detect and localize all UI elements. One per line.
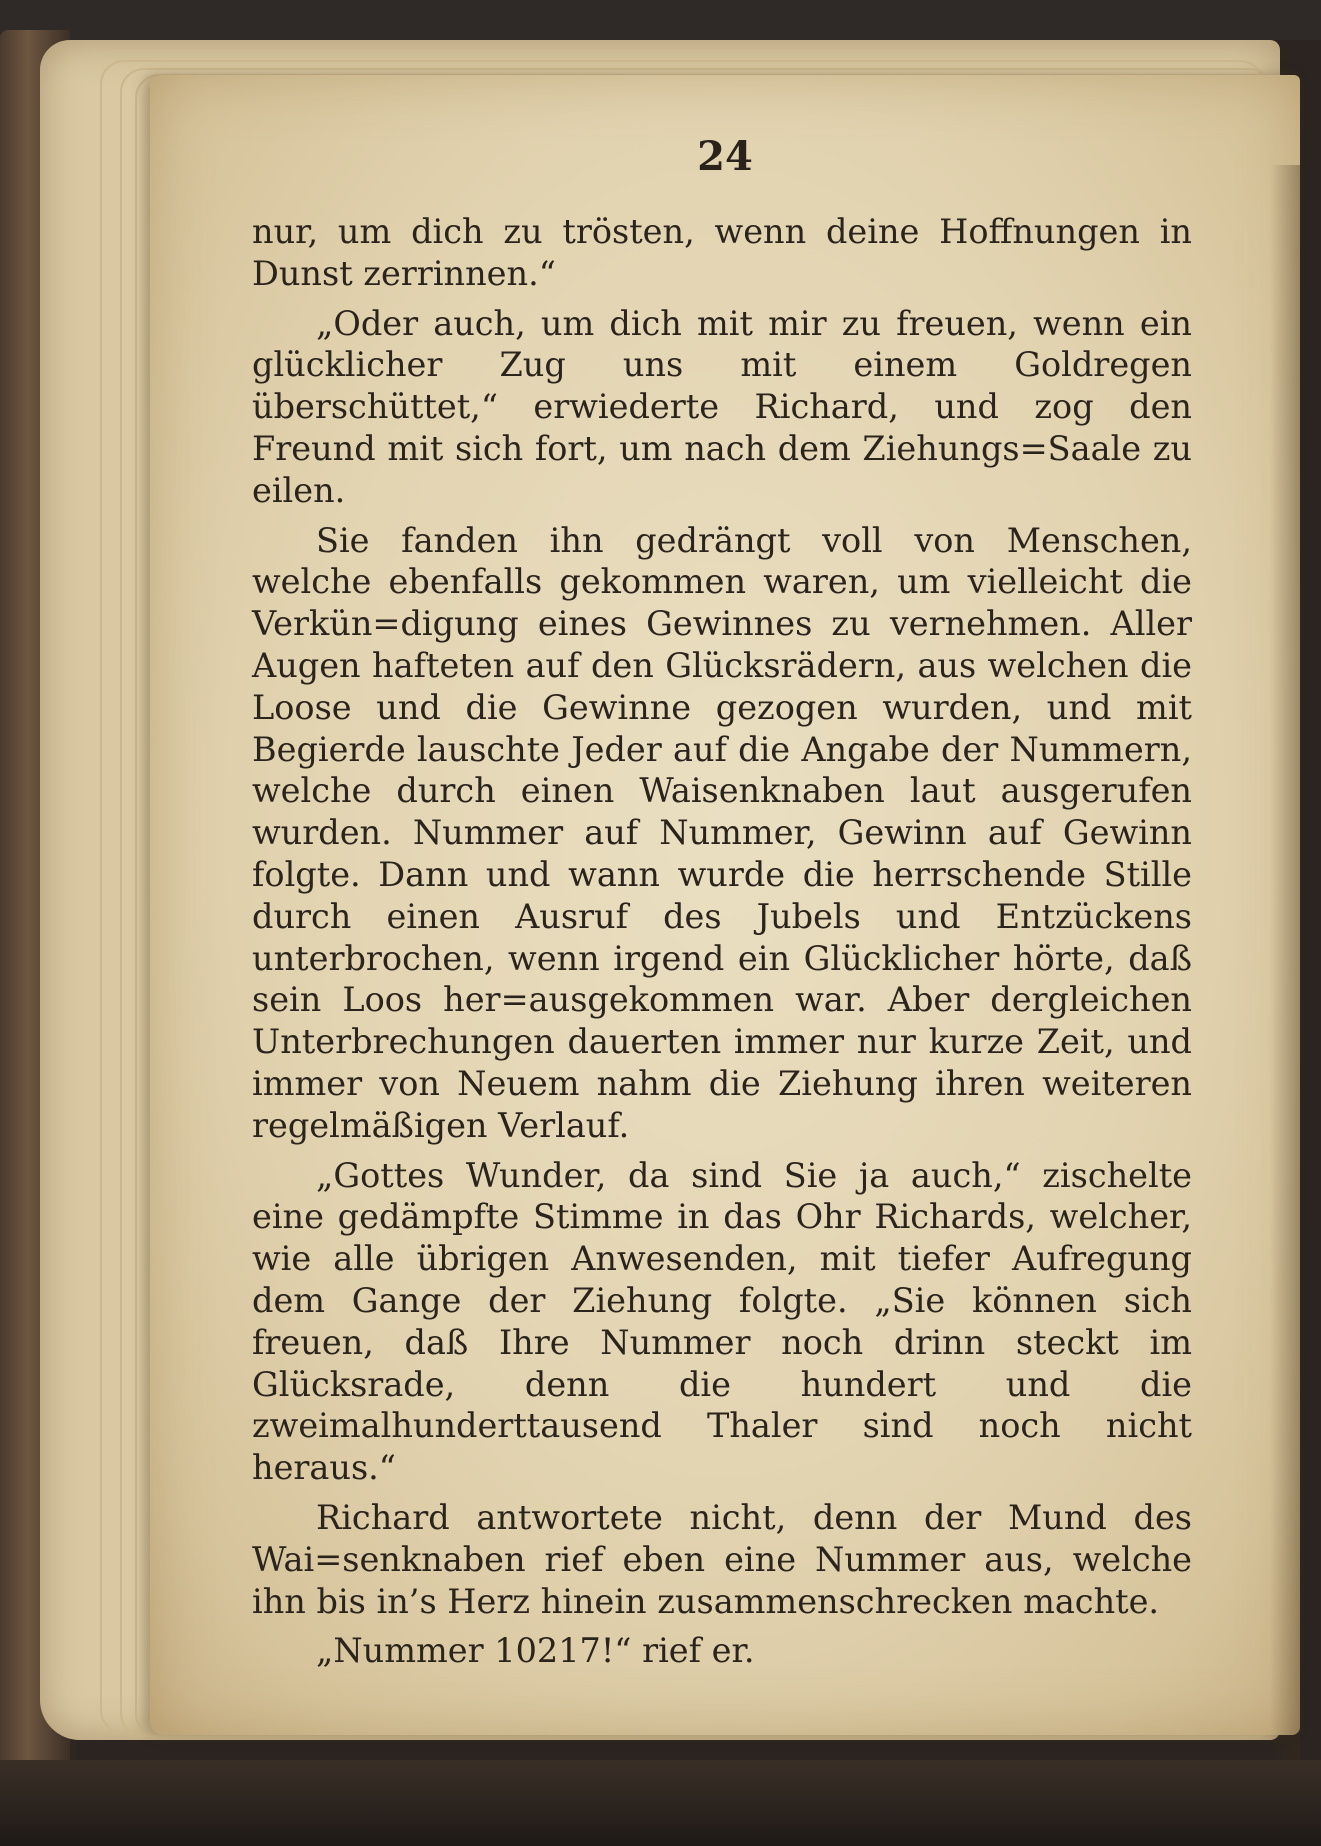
paragraph: Richard antwortete nicht, denn der Mund des Wai=senknaben rief eben eine Nummer aus, welche ihn bis in’s Herz hinein zusammenschrecken machte. <box>252 1497 1192 1621</box>
page-gutter <box>1270 165 1300 1815</box>
paragraph: „Gottes Wunder, da sind Sie ja auch,“ zischelte eine gedämpfte Stimme in das Ohr Richards, welcher, wie alle übrigen Anwesenden, mit tiefer Aufregung dem Gange der Ziehung folgte. „Sie können sich freuen, daß Ihre Nummer noch drinn steckt im Glücksrade, denn die hundert und die zweimalhunderttausend Thaler sind noch nicht heraus.“ <box>252 1155 1192 1488</box>
paragraph: „Oder auch, um dich mit mir zu freuen, wenn ein glücklicher Zug uns mit einem Goldregen überschüttet,“ erwiederte Richard, und zog den Freund mit sich fort, um nach dem Ziehungs=Saale zu eilen. <box>252 303 1192 510</box>
paragraph: Sie fanden ihn gedrängt voll von Menschen, welche ebenfalls gekommen waren, um vielleicht die Verkün=digung eines Gewinnes zu vernehmen. Aller Augen hafteten auf den Glücksrädern, aus welchen die Loose und die Gewinne gezogen wurden, und mit Begierde lauschte Jeder auf die Angabe der Nummern, welche durch einen Waisenknaben laut ausgerufen wurden. Nummer auf Nummer, Gewinn auf Gewinn folgte. Dann und wann wurde die herrschende Stille durch einen Ausruf des Jubels und Entzückens unterbrochen, wenn irgend ein Glücklicher hörte, daß sein Loos her=ausgekommen war. Aber dergleichen Unterbrechungen dauerten immer nur kurze Zeit, und immer von Neuem nahm die Ziehung ihren weiteren regelmäßigen Verlauf. <box>252 520 1192 1145</box>
background-bottom <box>0 1760 1321 1846</box>
background-top <box>0 0 1321 40</box>
paragraph: nur, um dich zu trösten, wenn deine Hoffnungen in Dunst zerrinnen.“ <box>252 212 1192 293</box>
book-page <box>150 75 1300 1735</box>
page-number: 24 <box>697 133 753 180</box>
paragraph: „Nummer 10217!“ rief er. <box>316 1631 755 1671</box>
page-text <box>252 211 1192 1672</box>
